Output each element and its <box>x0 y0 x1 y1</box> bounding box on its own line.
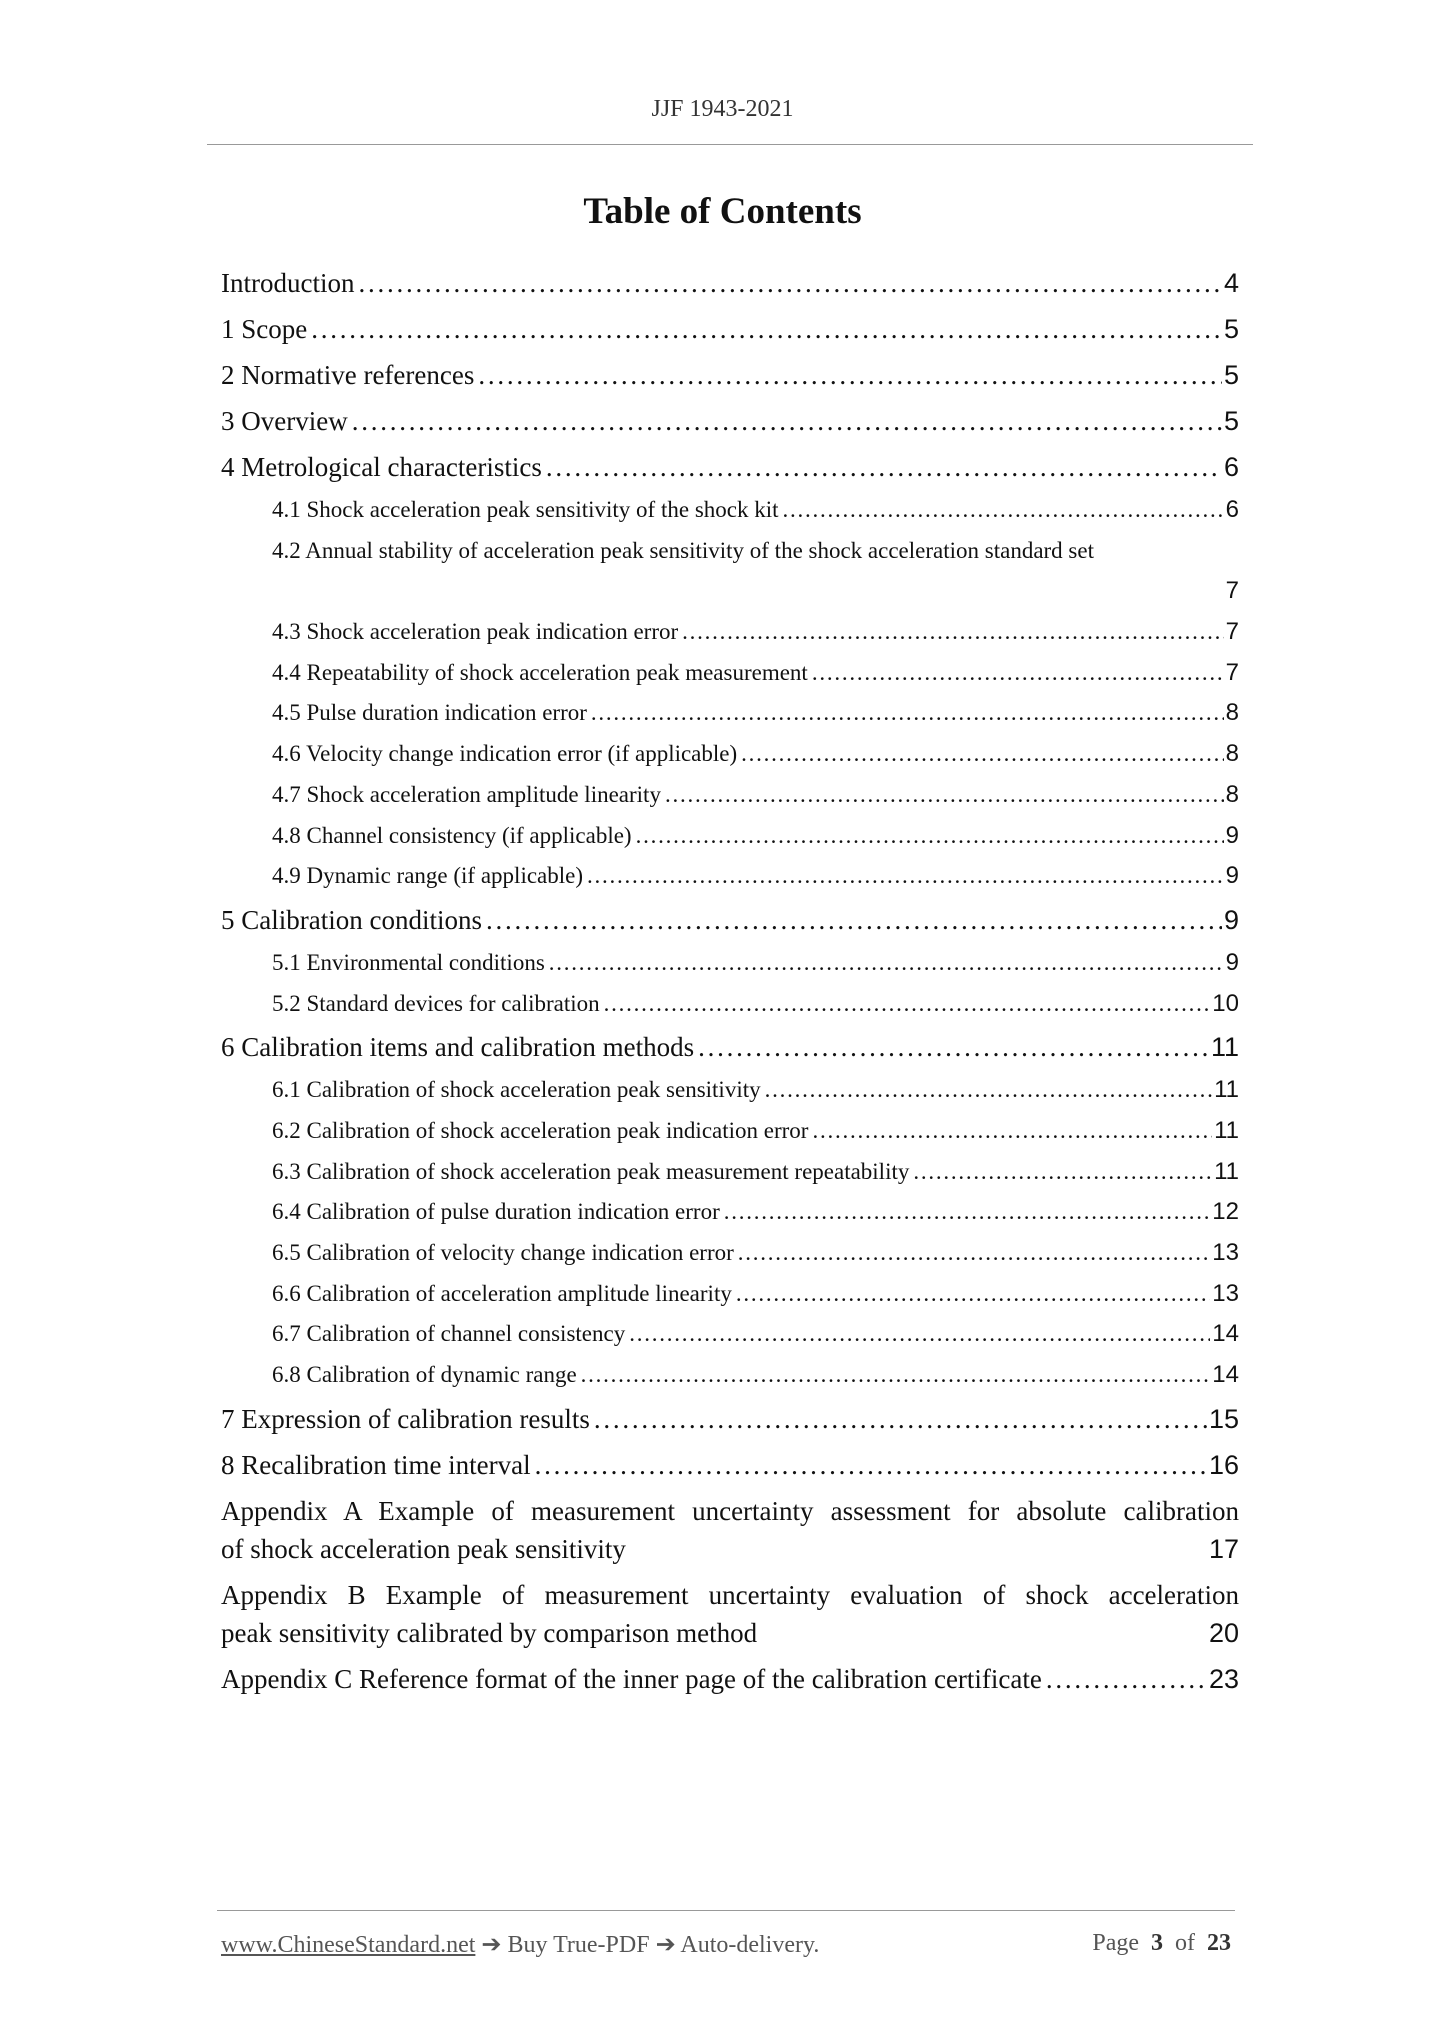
dot-leader <box>783 490 1224 531</box>
toc-entry-label: 5.1 Environmental conditions <box>272 949 545 975</box>
website-link[interactable]: www.ChineseStandard.net <box>221 1932 476 1958</box>
toc-entry[interactable] <box>221 1233 1239 1274</box>
toc-entry-label: Appendix B Example of measurement uncertainty evaluation of shock acceleration <box>221 1579 1239 1610</box>
toc-page-number: 11 <box>1214 1076 1239 1104</box>
toc-page-number: 9 <box>1225 821 1239 849</box>
auto-delivery-text: Auto-delivery. <box>680 1932 820 1958</box>
toc-entry[interactable] <box>221 775 1239 816</box>
toc-entry-label: 4.2 Annual stability of acceleration peak sensitivity of the shock acceleration standard set <box>272 537 1094 563</box>
toc-page-number: 9 <box>1225 948 1239 976</box>
dot-leader <box>478 352 1222 398</box>
toc-entry[interactable] <box>221 1111 1239 1152</box>
dot-leader <box>812 653 1224 694</box>
toc-entry-label: 4.6 Velocity change indication error (if applicable) <box>272 741 738 767</box>
toc-entry[interactable] <box>221 1656 1239 1702</box>
dot-leader <box>352 398 1222 444</box>
toc-page-number: 7 <box>1225 577 1239 605</box>
dot-leader <box>581 1355 1211 1396</box>
toc-page-number: 8 <box>1225 740 1239 768</box>
toc-entry[interactable] <box>221 260 1239 306</box>
toc-entry[interactable] <box>221 734 1239 775</box>
toc-entry-label: 2 Normative references <box>221 360 475 390</box>
total-pages: 23 <box>1207 1930 1231 1956</box>
toc-entry-label: 6.8 Calibration of dynamic range <box>272 1362 577 1388</box>
toc-entry[interactable] <box>221 653 1239 694</box>
dot-leader <box>591 693 1224 734</box>
toc-entry-label: 4.5 Pulse duration indication error <box>272 700 587 726</box>
dot-leader <box>535 1442 1207 1488</box>
toc-page-number: 17 <box>1208 1533 1239 1564</box>
dot-leader <box>311 306 1222 352</box>
dot-leader <box>604 984 1211 1025</box>
dot-leader <box>682 612 1223 653</box>
toc-entry[interactable] <box>221 612 1239 653</box>
toc-page-number: 6 <box>1223 452 1239 482</box>
toc-page-number: 14 <box>1212 1361 1239 1389</box>
toc-entry[interactable] <box>221 1314 1239 1355</box>
toc-entry-label: 4.3 Shock acceleration peak indication error <box>272 619 679 645</box>
toc-entry[interactable] <box>221 693 1239 734</box>
current-page: 3 <box>1151 1930 1163 1956</box>
toc-entry-label: 5.2 Standard devices for calibration <box>272 990 600 1016</box>
toc-entry-label: 4 Metrological characteristics <box>221 452 542 482</box>
toc-entry[interactable] <box>221 1488 1239 1572</box>
toc-page-number: 8 <box>1225 780 1239 808</box>
toc-entry[interactable] <box>221 444 1239 490</box>
toc-entry-label: 4.4 Repeatability of shock acceleration peak measurement <box>272 659 808 685</box>
toc-page-number: 5 <box>1223 360 1239 390</box>
dot-leader <box>486 897 1222 943</box>
toc-entry-label: Appendix C Reference format of the inner page of the calibration certificate <box>221 1663 1042 1694</box>
toc-page-number: 7 <box>1225 658 1239 686</box>
dot-leader <box>812 1111 1212 1152</box>
dot-leader <box>587 856 1224 897</box>
toc-page-number: 4 <box>1223 268 1239 298</box>
toc-entry[interactable] <box>221 1152 1239 1193</box>
dot-leader <box>629 1314 1210 1355</box>
toc-entry-label: 1 Scope <box>221 314 308 344</box>
toc-entry[interactable] <box>221 1274 1239 1315</box>
toc-entry-label: 6.5 Calibration of velocity change indication error <box>272 1240 734 1266</box>
buy-pdf-text: Buy True-PDF <box>507 1932 650 1958</box>
toc-entry[interactable] <box>221 1070 1239 1111</box>
toc-page-number: 14 <box>1212 1320 1239 1348</box>
dot-leader <box>698 1024 1209 1070</box>
toc-entry-label: 6.4 Calibration of pulse duration indication error <box>272 1199 720 1225</box>
toc-page-number: 8 <box>1225 699 1239 727</box>
page-title: Table of Contents <box>583 191 862 232</box>
toc-entry-label: 6.2 Calibration of shock acceleration peak indication error <box>272 1117 809 1143</box>
toc-entry[interactable] <box>221 1396 1239 1442</box>
toc-entry[interactable] <box>221 897 1239 943</box>
footer-left <box>221 1930 819 1959</box>
dot-leader <box>913 1152 1212 1193</box>
dot-leader <box>1046 1656 1207 1702</box>
toc-page-number: 11 <box>1214 1116 1239 1144</box>
toc-entry[interactable] <box>221 1024 1239 1070</box>
toc-entry-label: 3 Overview <box>221 406 348 436</box>
toc-page-number: 16 <box>1208 1449 1239 1480</box>
toc-entry-label: 7 Expression of calibration results <box>221 1403 590 1434</box>
toc-entry-label: Appendix A Example of measurement uncertainty assessment for absolute calibration <box>221 1495 1239 1526</box>
toc-page-number: 13 <box>1212 1279 1239 1307</box>
toc-entry-label: 4.8 Channel consistency (if applicable) <box>272 822 632 848</box>
toc-entry[interactable] <box>221 984 1239 1025</box>
dot-leader <box>358 260 1221 306</box>
toc-page-number: 23 <box>1208 1663 1239 1694</box>
toc-entry[interactable] <box>221 856 1239 897</box>
toc-entry[interactable] <box>221 1442 1239 1488</box>
toc-page-number: 9 <box>1225 862 1239 890</box>
toc-page-number: 12 <box>1212 1198 1239 1226</box>
toc-entry-label: of shock acceleration peak sensitivity <box>221 1533 626 1564</box>
toc-page-number: 6 <box>1225 495 1239 523</box>
toc-entry-label: 6.3 Calibration of shock acceleration peak measurement repeatability <box>272 1158 910 1184</box>
toc-page-number: 5 <box>1223 406 1239 436</box>
footer-divider <box>217 1910 1235 1911</box>
footer <box>221 1930 1231 1959</box>
table-of-contents <box>221 260 1239 1702</box>
header-divider <box>207 144 1253 145</box>
toc-entry-label: Introduction <box>221 268 355 298</box>
toc-entry-label: 4.1 Shock acceleration peak sensitivity of the shock kit <box>272 496 779 522</box>
toc-page-number: 7 <box>1225 618 1239 646</box>
toc-page-number: 11 <box>1210 1032 1239 1063</box>
toc-page-number: 9 <box>1223 904 1239 935</box>
arrow-icon: ➔ <box>655 1932 676 1958</box>
toc-entry[interactable] <box>221 943 1239 984</box>
toc-entry[interactable] <box>221 1192 1239 1233</box>
page-number: Page 3 of 23 <box>1092 1930 1231 1956</box>
arrow-icon: ➔ <box>481 1932 502 1958</box>
dot-leader <box>549 943 1224 984</box>
dot-leader <box>546 444 1222 490</box>
toc-page-number: 20 <box>1208 1617 1239 1648</box>
toc-entry-label: peak sensitivity calibrated by comparison method <box>221 1617 758 1648</box>
toc-page-number: 10 <box>1212 989 1239 1017</box>
toc-entry-label: 4.7 Shock acceleration amplitude linearity <box>272 781 661 807</box>
toc-entry[interactable] <box>221 816 1239 857</box>
toc-entry-label: 4.9 Dynamic range (if applicable) <box>272 863 584 889</box>
toc-entry[interactable] <box>221 490 1239 531</box>
toc-entry-label: 6.1 Calibration of shock acceleration peak sensitivity <box>272 1077 761 1103</box>
toc-page-number: 15 <box>1208 1403 1239 1434</box>
dot-leader <box>765 1070 1212 1111</box>
toc-entry-label: 5 Calibration conditions <box>221 904 482 935</box>
toc-entry-label: 6 Calibration items and calibration methods <box>221 1032 695 1063</box>
toc-entry[interactable] <box>221 398 1239 444</box>
toc-entry-label: 6.7 Calibration of channel consistency <box>272 1321 626 1347</box>
dot-leader <box>636 816 1224 857</box>
dot-leader <box>724 1192 1211 1233</box>
dot-leader <box>594 1396 1207 1442</box>
toc-page-number: 5 <box>1223 314 1239 344</box>
toc-page-number: 13 <box>1212 1239 1239 1267</box>
dot-leader <box>665 775 1224 816</box>
toc-page-number: 11 <box>1214 1157 1239 1185</box>
dot-leader <box>738 1233 1211 1274</box>
toc-entry[interactable] <box>221 306 1239 352</box>
toc-entry[interactable] <box>221 352 1239 398</box>
toc-entry-label: 6.6 Calibration of acceleration amplitude linearity <box>272 1280 732 1306</box>
document-code-header: JJF 1943-2021 <box>651 96 794 122</box>
toc-entry[interactable] <box>221 531 1239 612</box>
toc-entry[interactable] <box>221 1572 1239 1656</box>
toc-entry-label: 8 Recalibration time interval <box>221 1449 531 1480</box>
toc-entry[interactable] <box>221 1355 1239 1396</box>
dot-leader <box>736 1274 1210 1315</box>
dot-leader <box>741 734 1223 775</box>
